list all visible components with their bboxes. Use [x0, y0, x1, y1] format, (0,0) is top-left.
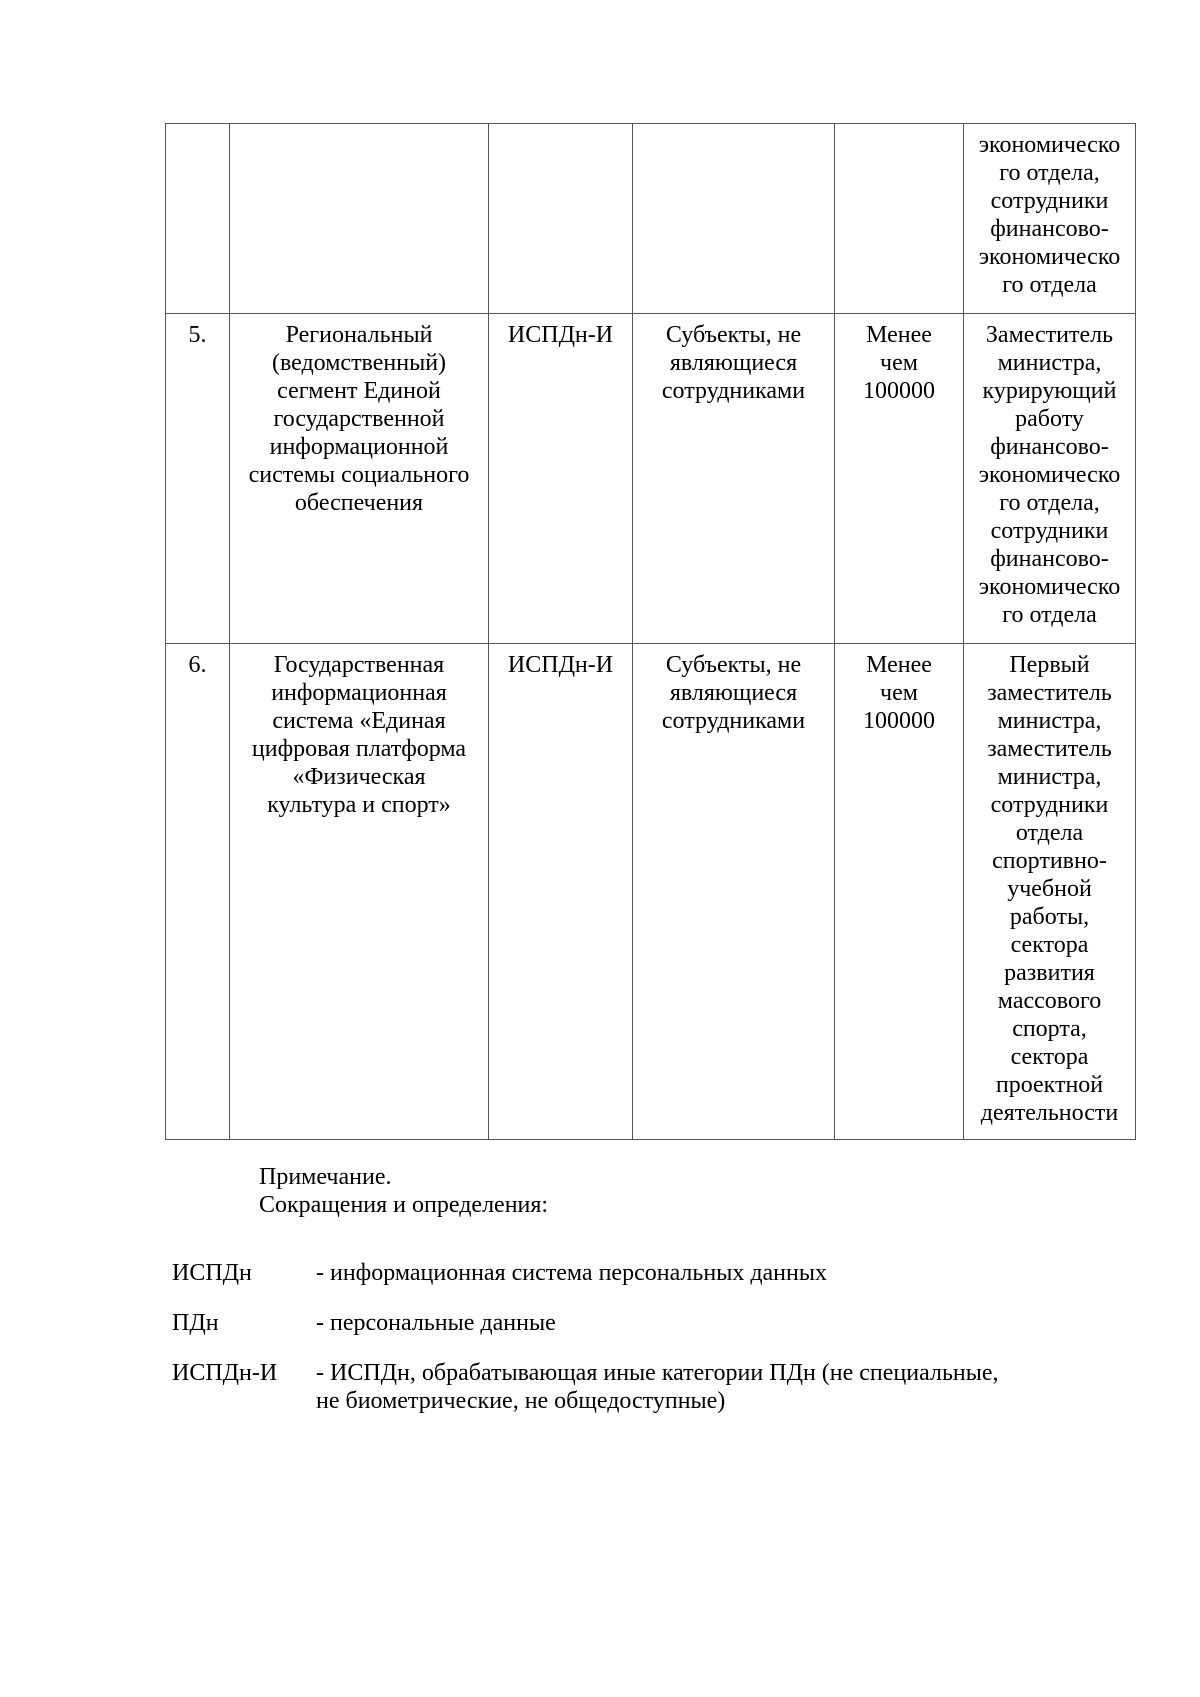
abbreviation-term: ИСПДн — [172, 1260, 252, 1286]
table-row — [166, 124, 1136, 314]
notes-subtitle: Сокращения и определения: — [259, 1192, 549, 1218]
notes-title: Примечание. — [259, 1164, 392, 1190]
cell-volume: Менее чем 100000 — [835, 644, 964, 1140]
cell-subjects — [633, 124, 835, 314]
cell-category: ИСПДн-И — [489, 314, 633, 644]
cell-number: 6. — [166, 644, 230, 1140]
table-row — [166, 314, 1136, 644]
notes-block — [259, 1163, 548, 1219]
cell-subjects: Субъекты, не являющиеся сотрудниками — [633, 314, 835, 644]
cell-system-name: Государственная информационная система «Единая цифровая платформа «Физическая культура и спорт» — [230, 644, 489, 1140]
cell-system-name: Региональный (ведомственный) сегмент Единой государственной информационной системы социального обеспечения — [230, 314, 489, 644]
cell-responsible: Первый заместитель министра, заместитель министра, сотрудники отдела спортивно- учебной работы, сектора развития массового спорта, сектора проектной деятельности — [964, 644, 1136, 1140]
abbreviation-definition: - ИСПДн, обрабатывающая иные категории ПДн (не специальные, не биометрические, не общедоступные) — [316, 1360, 999, 1414]
abbreviation-term: ПДн — [172, 1310, 219, 1336]
abbreviation-definition: - информационная система персональных данных — [316, 1260, 827, 1286]
cell-category: ИСПДн-И — [489, 644, 633, 1140]
cell-system-name — [230, 124, 489, 314]
cell-number — [166, 124, 230, 314]
cell-volume: Менее чем 100000 — [835, 314, 964, 644]
pdn-systems-table — [165, 123, 1136, 1140]
abbreviation-term: ИСПДн-И — [172, 1360, 278, 1386]
cell-responsible: экономическо го отдела, сотрудники финансово- экономическо го отдела — [964, 124, 1136, 314]
cell-subjects: Субъекты, не являющиеся сотрудниками — [633, 644, 835, 1140]
abbreviation-definition: - персональные данные — [316, 1310, 556, 1336]
table-row — [166, 644, 1136, 1140]
cell-number: 5. — [166, 314, 230, 644]
cell-responsible: Заместитель министра, курирующий работу финансово- экономическо го отдела, сотрудники финансово- экономическо го отдела — [964, 314, 1136, 644]
cell-volume — [835, 124, 964, 314]
cell-category — [489, 124, 633, 314]
